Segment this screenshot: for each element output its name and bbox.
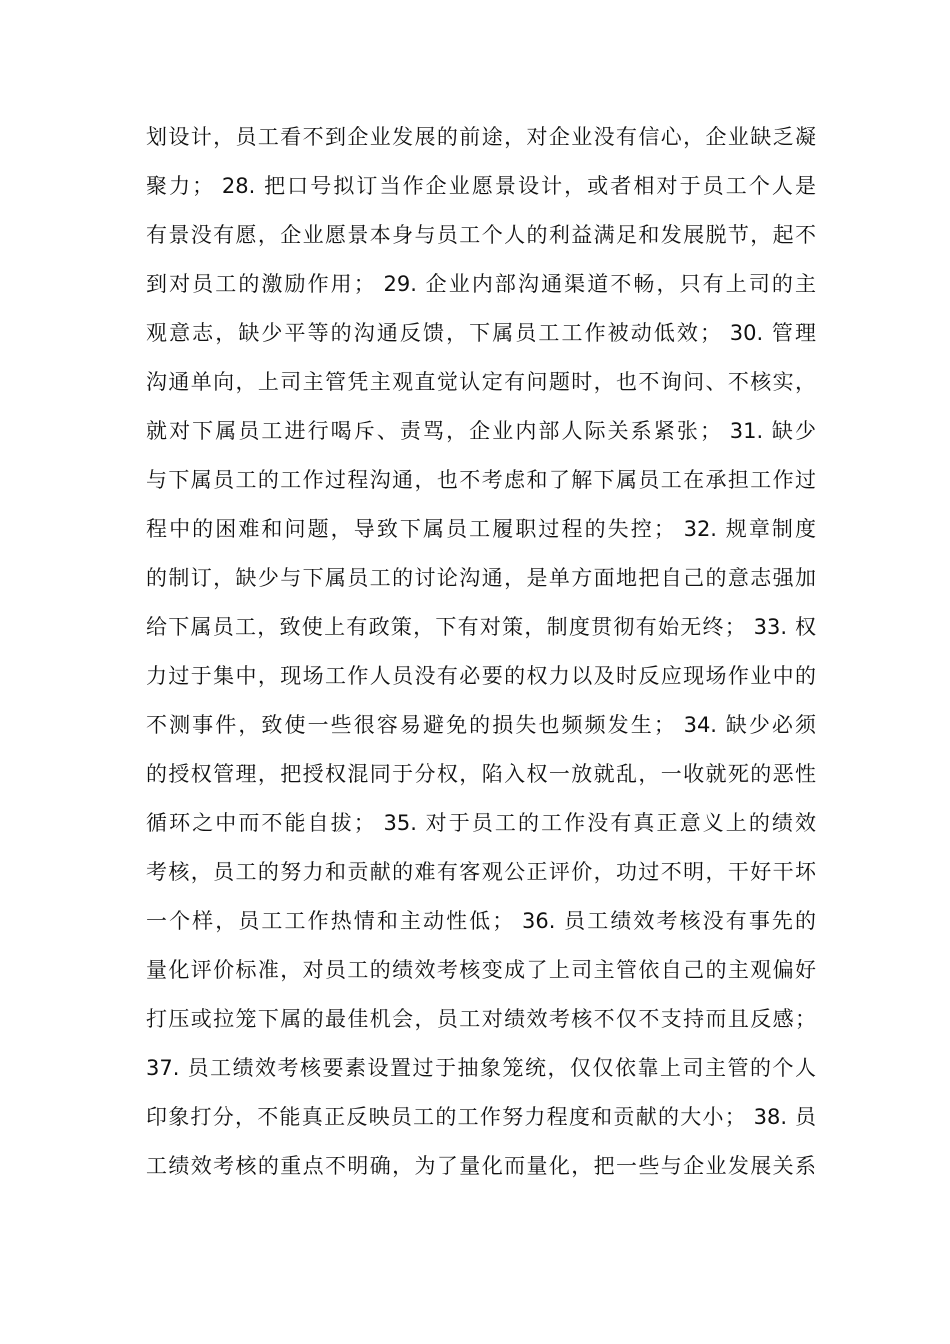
text-line: 量化评价标准，对员工的绩效考核变成了上司主管依自己的主观偏好 [146, 958, 816, 982]
text-line: 的授权管理，把授权混同于分权，陷入权一放就乱，一收就死的恶性 [146, 762, 816, 786]
text-line: 与下属员工的工作过程沟通，也不考虑和了解下属员工在承担工作过 [146, 468, 816, 492]
text-line: 37. 员工绩效考核要素设置过于抽象笼统，仅仅依靠上司主管的个人 [146, 1056, 816, 1080]
text-line: 不测事件，致使一些很容易避免的损失也频频发生； 34. 缺少必须 [146, 713, 816, 737]
text-line: 观意志，缺少平等的沟通反馈，下属员工工作被动低效； 30. 管理 [146, 321, 816, 345]
text-line: 程中的困难和问题，导致下属员工履职过程的失控； 32. 规章制度 [146, 517, 816, 541]
text-line: 一个样，员工工作热情和主动性低； 36. 员工绩效考核没有事先的 [146, 909, 816, 933]
text-line: 有景没有愿，企业愿景本身与员工个人的利益满足和发展脱节，起不 [146, 223, 816, 247]
text-line: 的制订，缺少与下属员工的讨论沟通，是单方面地把自己的意志强加 [146, 566, 816, 590]
text-line: 打压或拉笼下属的最佳机会，员工对绩效考核不仅不支持而且反感； [146, 1007, 816, 1031]
text-line: 力过于集中，现场工作人员没有必要的权力以及时反应现场作业中的 [146, 664, 816, 688]
text-line: 循环之中而不能自拔； 35. 对于员工的工作没有真正意义上的绩效 [146, 811, 816, 835]
text-line: 给下属员工，致使上有政策，下有对策，制度贯彻有始无终； 33. 权 [146, 615, 816, 639]
text-line: 到对员工的激励作用； 29. 企业内部沟通渠道不畅，只有上司的主 [146, 272, 816, 296]
text-line: 考核，员工的努力和贡献的难有客观公正评价，功过不明，干好干坏 [146, 860, 816, 884]
text-line: 工绩效考核的重点不明确，为了量化而量化，把一些与企业发展关系 [146, 1154, 816, 1178]
text-line: 就对下属员工进行喝斥、责骂，企业内部人际关系紧张； 31. 缺少 [146, 419, 816, 443]
text-line: 聚力； 28. 把口号拟订当作企业愿景设计，或者相对于员工个人是 [146, 174, 816, 198]
text-line: 划设计，员工看不到企业发展的前途，对企业没有信心，企业缺乏凝 [146, 125, 816, 149]
body-text [146, 113, 816, 1191]
text-line: 沟通单向，上司主管凭主观直觉认定有问题时，也不询问、不核实， [146, 370, 816, 394]
text-line: 印象打分，不能真正反映员工的工作努力程度和贡献的大小； 38. 员 [146, 1105, 816, 1129]
